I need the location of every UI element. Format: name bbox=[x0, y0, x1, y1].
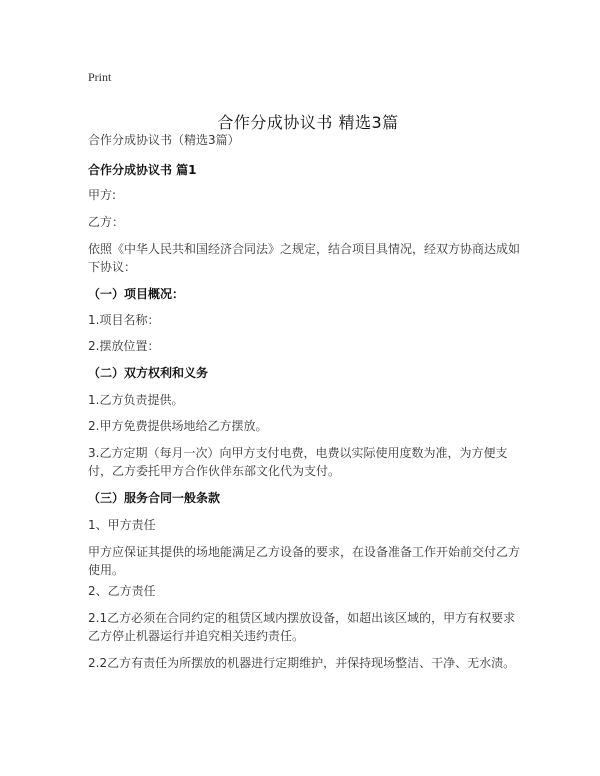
clause-2-item-1: 1.乙方负责提供。 bbox=[88, 393, 184, 407]
intro-paragraph: 依照《中华人民共和国经济合同法》之规定，结合项目具情况，经双方协商达成如下协议： bbox=[88, 242, 521, 274]
clause-2-heading: （二）双方权利和义务 bbox=[88, 366, 209, 380]
placement-line: 2.摆放位置： bbox=[88, 339, 160, 353]
print-link[interactable]: Print bbox=[88, 70, 112, 84]
clause-2-item-3: 3.乙方定期（每月一次）向甲方支付电费，电费以实际使用度数为准，为方便支付，乙方委托甲方合作伙伴东部文化代为支付。 bbox=[88, 446, 508, 478]
party-a-duty-title: 1、甲方责任 bbox=[88, 518, 156, 532]
clause-3-heading: （三）服务合同一般条款 bbox=[88, 491, 221, 505]
party-b-duty-item-1: 2.1乙方必须在合同约定的租赁区域内摆放设备，如超出该区域的，甲方有权要求乙方停止机器运行并追究相关违约责任。 bbox=[88, 611, 516, 643]
party-b-duty-item-2: 2.2乙方有责任为所摆放的机器进行定期维护，并保持现场整洁、干净、无水渍。 bbox=[88, 656, 516, 670]
document-title: 合作分成协议书 精选3篇 bbox=[217, 112, 399, 132]
party-b-duty-title: 2、乙方责任 bbox=[88, 584, 156, 598]
party-b-line: 乙方： bbox=[88, 215, 125, 229]
party-a-line: 甲方: bbox=[88, 188, 117, 202]
project-name-line: 1.项目名称： bbox=[88, 313, 160, 327]
party-a-duty-text: 甲方应保证其提供的场地能满足乙方设备的要求，在设备准备工作开始前交付乙方使用。 bbox=[88, 545, 521, 577]
clause-1-heading: （一）项目概况： bbox=[88, 287, 185, 301]
section-heading: 合作分成协议书 篇1 bbox=[88, 163, 197, 177]
document-subtitle: 合作分成协议书（精选3篇） bbox=[88, 133, 240, 147]
clause-2-item-2: 2.甲方免费提供场地给乙方摆放。 bbox=[88, 419, 268, 433]
